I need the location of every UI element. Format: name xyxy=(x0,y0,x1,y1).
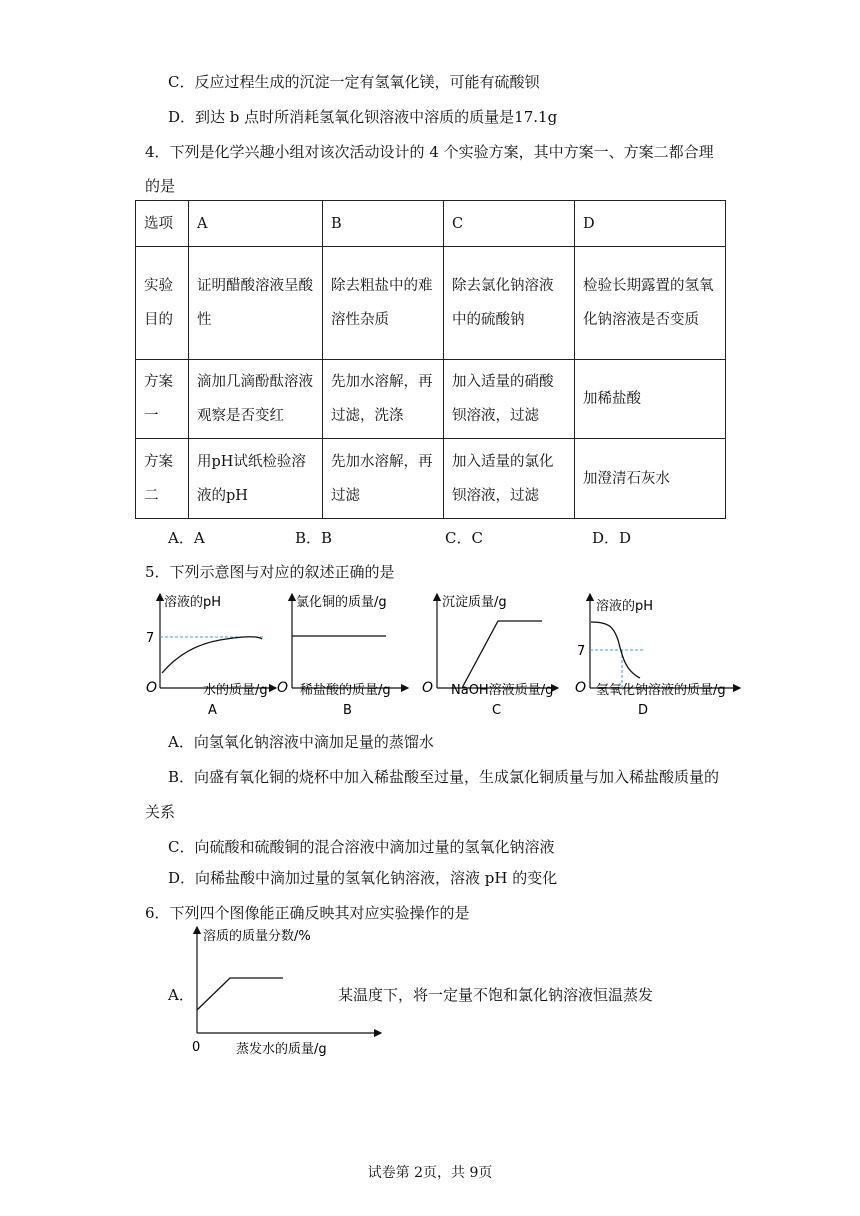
q5-graph-c-origin: O xyxy=(422,680,434,696)
q5-option-d: D．向稀盐酸中滴加过量的氢氧化钠溶液，溶液 pH 的变化 xyxy=(168,869,558,887)
q5-option-b-line1: B．向盛有氧化铜的烧杯中加入稀盐酸至过量，生成氯化铜质量与加入稀盐酸质量的 xyxy=(168,768,720,786)
q5-graph-c-xlabel: NaOH溶液质量/g xyxy=(451,683,554,698)
table-cell: 证明醋酸溶液呈酸性 xyxy=(189,247,323,360)
q5-option-c: C．向硫酸和硫酸铜的混合溶液中滴加过量的氢氧化钠溶液 xyxy=(168,838,555,856)
q3-option-c: C．反应过程生成的沉淀一定有氢氧化镁，可能有硫酸钡 xyxy=(168,73,540,91)
table-cell: 检验长期露置的氢氧化钠溶液是否变质 xyxy=(575,247,726,360)
q4-choice-c[interactable]: C．C xyxy=(445,529,483,547)
q6-option-a-text: 某温度下，将一定量不饱和氯化钠溶液恒温蒸发 xyxy=(338,986,654,1004)
q5-graphs xyxy=(140,588,760,728)
table-cell: 方案二 xyxy=(136,439,189,519)
q3-option-d: D．到达 b 点时所消耗氢氧化钡溶液中溶质的质量是17.1g xyxy=(168,108,558,126)
q5-graph-d-caption: D xyxy=(638,703,649,718)
q5-option-a: A．向氢氧化钠溶液中滴加足量的蒸馏水 xyxy=(168,733,434,751)
table-cell: 方案一 xyxy=(136,360,189,439)
q5-graph-d-xlabel: 氢氧化钠溶液的质量/g xyxy=(596,683,726,698)
q4-stem-line1: 4．下列是化学兴趣小组对该次活动设计的 4 个实验方案，其中方案一、方案二都合理 xyxy=(145,143,714,161)
q5-graph-a-caption: A xyxy=(208,703,217,718)
q5-graph-a-tick7: 7 xyxy=(146,631,155,646)
table-cell: 加澄清石灰水 xyxy=(575,439,726,519)
q5-graph-a-xlabel: 水的质量/g xyxy=(203,683,268,698)
q4-choice-a[interactable]: A．A xyxy=(168,529,205,547)
q5-option-b-line2: 关系 xyxy=(145,803,176,821)
q4-choice-d[interactable]: D．D xyxy=(592,529,632,547)
q4-options-table xyxy=(135,200,726,519)
table-cell: 用pH试纸检验溶液的pH xyxy=(189,439,323,519)
table-cell: A xyxy=(189,201,323,247)
q5-stem: 5．下列示意图与对应的叙述正确的是 xyxy=(145,563,395,581)
table-cell: 除去氯化钠溶液中的硫酸钠 xyxy=(444,247,575,360)
table-cell: 加入适量的氯化钡溶液，过滤 xyxy=(444,439,575,519)
table-cell: B xyxy=(323,201,444,247)
table-row xyxy=(136,439,726,519)
q5-graph-a xyxy=(146,594,276,718)
table-cell: D xyxy=(575,201,726,247)
q5-graph-b-ylabel: 氯化铜的质量/g xyxy=(296,595,387,610)
table-cell: 加稀盐酸 xyxy=(575,360,726,439)
q5-graph-d-ylabel: 溶液的pH xyxy=(596,599,654,614)
q6-stem: 6．下列四个图像能正确反映其对应实验操作的是 xyxy=(145,904,470,922)
table-cell: C xyxy=(444,201,575,247)
table-cell: 先加水溶解，再过滤，洗涤 xyxy=(323,360,444,439)
q5-graph-b-origin: O xyxy=(277,680,289,696)
q6-graph-a-origin: 0 xyxy=(192,1040,201,1055)
table-cell: 先加水溶解，再过滤 xyxy=(323,439,444,519)
table-cell: 滴加几滴酚酞溶液观察是否变红 xyxy=(189,360,323,439)
q5-graph-c-ylabel: 沉淀质量/g xyxy=(442,595,507,610)
q5-graph-d-tick7: 7 xyxy=(577,644,586,659)
table-cell: 实验目的 xyxy=(136,247,189,360)
q5-graph-b xyxy=(277,594,408,718)
q6-graph-a-ylabel: 溶质的质量分数/% xyxy=(203,929,311,944)
q4-stem-line2: 的是 xyxy=(145,177,176,195)
table-row xyxy=(136,201,726,247)
q5-graph-a-ylabel: 溶液的pH xyxy=(164,595,222,610)
q5-graph-b-caption: B xyxy=(343,703,352,718)
table-row xyxy=(136,247,726,360)
q5-graph-c-caption: C xyxy=(492,703,502,718)
q4-choices xyxy=(168,527,768,549)
table-cell: 加入适量的硝酸钡溶液，过滤 xyxy=(444,360,575,439)
q5-graph-b-xlabel: 稀盐酸的质量/g xyxy=(300,683,391,698)
q5-graph-d-origin: O xyxy=(575,680,587,696)
q5-graph-d xyxy=(575,594,740,718)
table-cell: 除去粗盐中的难溶性杂质 xyxy=(323,247,444,360)
page-footer: 试卷第 2页，共 9页 xyxy=(367,1165,493,1181)
q6-option-a-label: A． xyxy=(168,986,194,1004)
q4-choice-b[interactable]: B．B xyxy=(295,529,333,547)
table-row xyxy=(136,360,726,439)
q5-graph-a-origin: O xyxy=(146,680,158,696)
table-cell: 选项 xyxy=(136,201,189,247)
q5-graph-c xyxy=(422,594,558,718)
q6-graph-a-xlabel: 蒸发水的质量/g xyxy=(236,1042,327,1057)
